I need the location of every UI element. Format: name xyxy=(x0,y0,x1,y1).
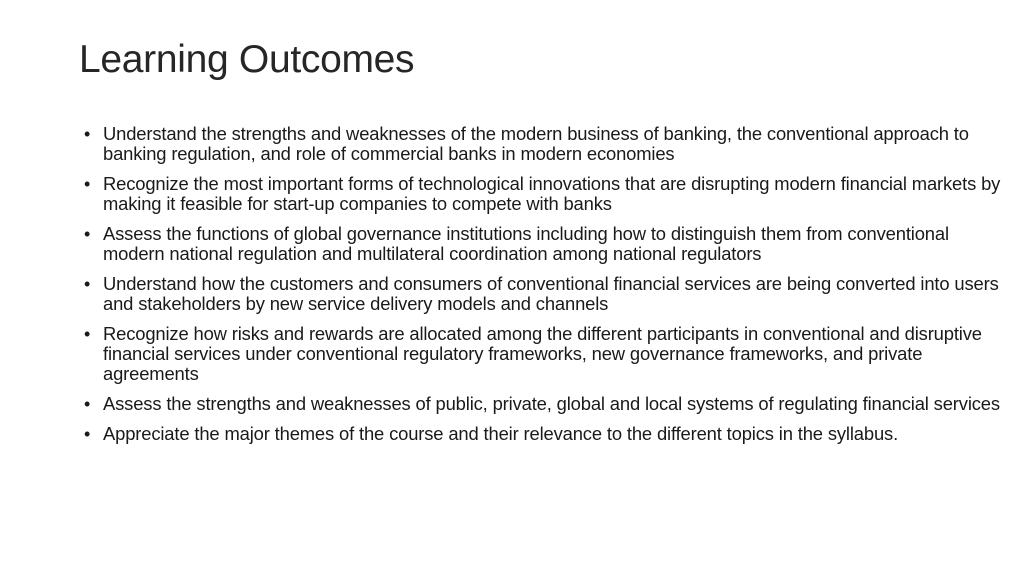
list-item xyxy=(84,124,1006,164)
list-item xyxy=(84,424,1006,444)
list-item xyxy=(84,174,1006,214)
bullet-icon: • xyxy=(84,424,91,444)
list-item-text: Appreciate the major themes of the course and their relevance to the different topics in the syllabus. xyxy=(103,423,899,444)
list-item xyxy=(84,394,1006,414)
list-item-text: Assess the strengths and weaknesses of public, private, global and local systems of regulating financial services xyxy=(103,393,1000,414)
list-item xyxy=(84,324,1006,384)
list-item-text: Assess the functions of global governance institutions including how to distinguish them from conventional modern national regulation and multilateral coordination among national regulators xyxy=(103,223,949,264)
list-item-text: Understand how the customers and consumers of conventional financial services are being converted into users and stakeholders by new service delivery models and channels xyxy=(103,273,999,314)
bullet-icon: • xyxy=(84,124,91,144)
bullet-icon: • xyxy=(84,394,91,414)
bullet-icon: • xyxy=(84,274,91,294)
list-item-text: Recognize the most important forms of technological innovations that are disrupting modern financial markets by making it feasible for start-up companies to compete with banks xyxy=(103,173,1001,214)
list-item-text: Understand the strengths and weaknesses of the modern business of banking, the conventional approach to banking regulation, and role of commercial banks in modern economies xyxy=(103,123,969,164)
bullet-icon: • xyxy=(84,174,91,194)
list-item xyxy=(84,274,1006,314)
list-item xyxy=(84,224,1006,264)
list-item-text: Recognize how risks and rewards are allocated among the different participants in conventional and disruptive financial services under conventional regulatory frameworks, new governance frameworks, and private agreements xyxy=(103,323,982,384)
bullet-icon: • xyxy=(84,224,91,244)
slide-title: Learning Outcomes xyxy=(79,38,415,81)
bullet-icon: • xyxy=(84,324,91,344)
learning-outcomes-list xyxy=(84,124,1006,444)
